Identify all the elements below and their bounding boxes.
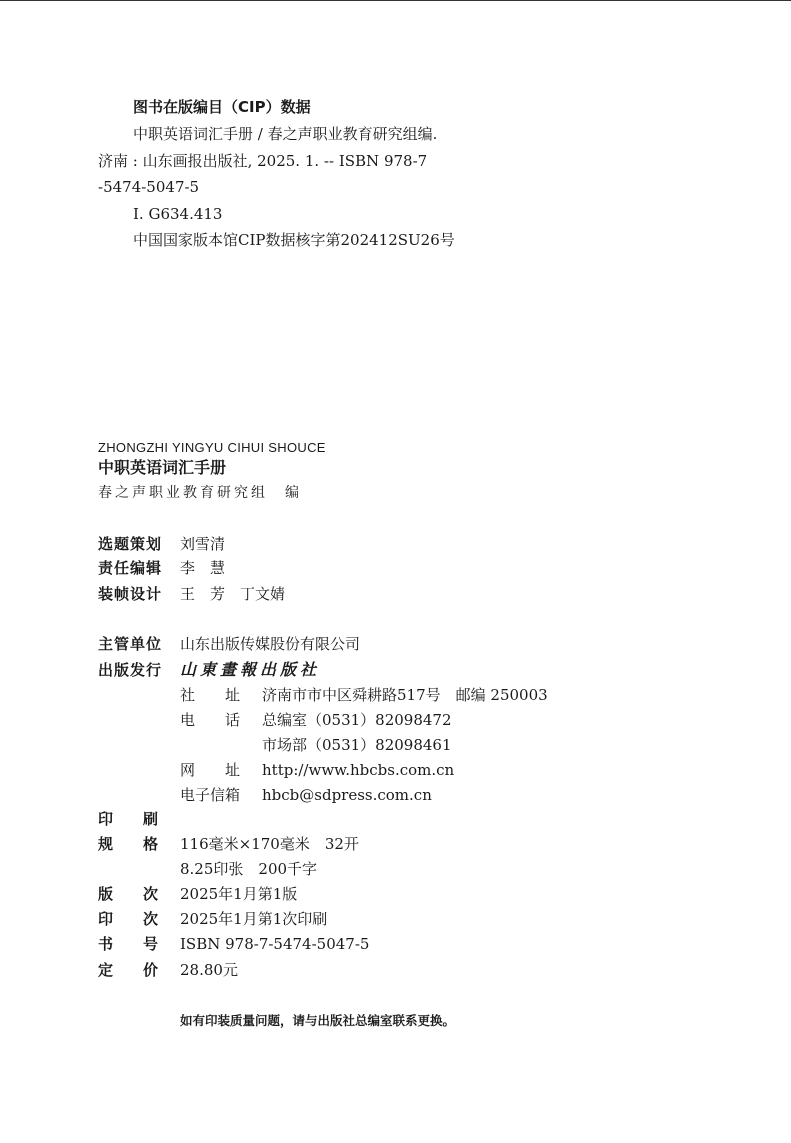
- staff-value-editor: 李 慧: [180, 559, 226, 577]
- spec-value-impression: 2025年1月第1次印刷: [180, 910, 328, 928]
- spec-label-printing: 印刷: [98, 810, 189, 828]
- quality-note: 如有印装质量问题，请与出版社总编室联系更换。: [180, 1013, 456, 1028]
- spec-label-impression: 印次: [98, 910, 189, 928]
- book-pinyin: ZHONGZHI YINGYU CIHUI SHOUCE: [98, 440, 326, 455]
- spec-value-edition: 2025年1月第1版: [180, 885, 298, 903]
- web-value: http://www.hbcbs.com.cn: [262, 761, 455, 779]
- spec-label-price: 定价: [98, 961, 189, 979]
- supervisor-value: 山东出版传媒股份有限公司: [180, 635, 361, 653]
- publisher-logo: 山東畫報出版社: [180, 660, 321, 679]
- phone-value-2: 市场部（0531）82098461: [262, 736, 452, 754]
- cip-line-2: 济南 : 山东画报出版社, 2025. 1. -- ISBN 978-7: [98, 152, 428, 170]
- spec-value-isbn: ISBN 978-7-5474-5047-5: [180, 935, 370, 953]
- supervisor-label: 主管单位: [98, 635, 163, 653]
- phone-label: 电 话: [180, 711, 241, 729]
- staff-label-editor: 责任编辑: [98, 559, 163, 577]
- spec-value-price: 28.80元: [180, 961, 238, 979]
- web-label: 网 址: [180, 761, 241, 779]
- cip-heading: 图书在版编目（CIP）数据: [133, 98, 311, 116]
- email-label: 电子信箱: [180, 786, 241, 804]
- spec-value-sheets: 8.25印张 200千字: [180, 860, 318, 878]
- cip-line-5: 中国国家版本馆CIP数据核字第202412SU26号: [133, 231, 455, 249]
- spec-label-isbn: 书号: [98, 935, 189, 953]
- cip-line-3: -5474-5047-5: [98, 178, 200, 196]
- phone-value-1: 总编室（0531）82098472: [262, 711, 452, 729]
- cip-line-1: 中职英语词汇手册 / 春之声职业教育研究组编.: [133, 125, 438, 143]
- address-label: 社 址: [180, 686, 241, 704]
- spec-label-edition: 版次: [98, 885, 189, 903]
- address-value: 济南市市中区舜耕路517号 邮编 250003: [262, 686, 548, 704]
- staff-value-planning: 刘雪清: [180, 535, 226, 553]
- cip-line-4: Ⅰ. G634.413: [133, 205, 223, 223]
- staff-label-planning: 选题策划: [98, 535, 163, 553]
- email-value: hbcb@sdpress.com.cn: [262, 786, 432, 804]
- spec-label-format: 规格: [98, 835, 189, 853]
- staff-value-design: 王 芳 丁文婧: [180, 585, 286, 603]
- spec-value-format: 116毫米×170毫米 32开: [180, 835, 359, 853]
- book-author: 春之声职业教育研究组 编: [98, 485, 302, 501]
- publisher-label: 出版发行: [98, 661, 163, 679]
- staff-label-design: 装帧设计: [98, 585, 163, 603]
- top-rule: [0, 0, 791, 1]
- book-title: 中职英语词汇手册: [98, 458, 227, 477]
